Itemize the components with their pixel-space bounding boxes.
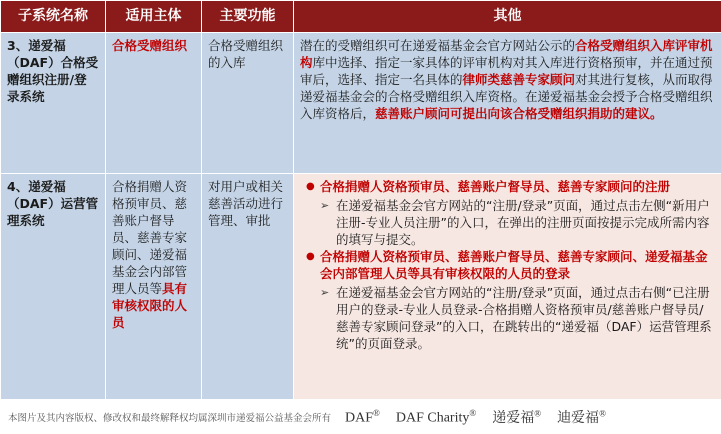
row3-subject: 合格受赠组织 — [106, 33, 202, 174]
bullet-item: ● 合格捐赠人资格预审员、慈善账户督导员、慈善专家顾问、递爱福基金会内部管理人员等具有审核权限的人员的登录 — [300, 248, 715, 282]
sub-bullet-item: ➢ 在递爱福基金会官方网站的“注册/登录”页面，通过点击右侧“已注册用户的登录-专业人员登录-合格捐赠人资格预审员/慈善账户督导员/慈善专家顾问登录”的入口，在跳转出的“递爱福（DAF）运营管理系统”的页面登录。 — [320, 285, 712, 351]
sub-bullet-item: ➢ 在递爱福基金会官方网站的“注册/登录”页面，通过点击左侧“新用户注册-专业人员注册”的入口，在弹出的注册页面按提示完成所需内容的填写与提交。 — [320, 198, 710, 247]
brand-daf-charity: DAF Charity® — [395, 407, 477, 426]
bullet-dot-icon: ● — [306, 251, 315, 262]
header-other: 其他 — [294, 1, 721, 33]
bullet-item: ● 合格捐赠人资格预审员、慈善账户督导员、慈善专家顾问的注册 — [300, 178, 715, 195]
header-applicable-subject: 适用主体 — [106, 1, 202, 33]
arrow-bullet-icon: ➢ — [320, 199, 330, 212]
row3-subsystem-name: 3、递爱福（DAF）合格受赠组织注册/登录系统 — [1, 33, 106, 174]
bullet-dot-icon: ● — [306, 181, 315, 192]
row4-subsystem-name: 4、递爱福（DAF）运营管理系统 — [1, 174, 106, 400]
header-main-function: 主要功能 — [202, 1, 294, 33]
header-subsystem-name: 子系统名称 — [1, 1, 106, 33]
table-header-row — [1, 1, 721, 33]
brand-daf: DAF® — [345, 407, 380, 426]
brand-diaifu-alt: 迪爱福® — [557, 408, 606, 426]
copyright-note: 本图片及其内容版权、修改权和最终解释权均属深圳市递爱福公益基金会所有 — [8, 413, 332, 424]
row4-function: 对用户或相关慈善活动进行管理、审批 — [202, 174, 294, 400]
table-row — [1, 174, 721, 400]
arrow-bullet-icon: ➢ — [320, 286, 330, 299]
footer — [0, 400, 721, 434]
row4-other — [294, 174, 721, 400]
table-row — [1, 33, 721, 174]
brand-marks — [345, 407, 622, 427]
row4-subject: 合格捐赠人资格预审员、慈善账户督导员、慈善专家顾问、递爱福基金会内部管理人员等具有审核权限的人员 — [106, 174, 202, 400]
brand-diaifu: 递爱福® — [492, 408, 542, 426]
row3-other: 潜在的受赠组织可在递爱福基金会官方网站公示的合格受赠组织入库评审机构库中选择、指定一家具体的评审机构对其入库进行资格预审，并在通过预审后，选择、指定一名具体的律师类慈善专家顾问对其进行复核，从而取得递爱福基金会的合格受赠组织入库资格。在递爱福基金会授予合格受赠组织入库资格后，慈善账户顾问可提出向该合格受赠组织捐助的建议。 — [294, 33, 721, 174]
row3-function: 合格受赠组织的入库 — [202, 33, 294, 174]
